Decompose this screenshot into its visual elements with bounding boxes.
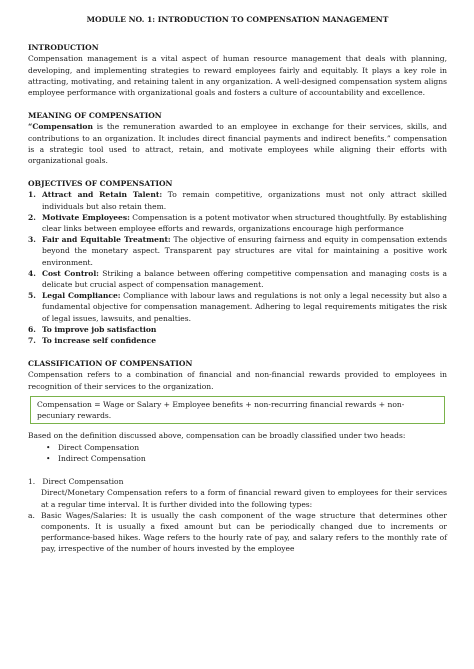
objective-item [28,234,448,268]
sub-list-item [28,510,447,555]
head-label: Direct Compensation [58,442,140,452]
objective-lead: Attract and Retain Talent: [42,190,163,200]
objective-number: 1. [28,190,36,200]
objective-text: Striking a balance between offering competitive compensation and managing costs is a delicate but crucial aspect of compensation management. [42,268,447,290]
list-item [46,442,447,453]
direct-sub-list [28,510,447,555]
objective-lead: Motivate Employees: [42,212,130,222]
list-item [46,453,447,464]
objective-text: Compliance with labour laws and regulations is not only a legal necessity but also a fundamental objective for compensation management. Adhering to legal requirements mitigates the risk of legal issues, lawsuits, and penalties. [42,291,447,323]
objective-number: 2. [28,212,36,222]
objective-lead: Cost Control: [42,268,99,278]
direct-compensation-heading [28,476,447,487]
objectives-heading: OBJECTIVES OF COMPENSATION [28,179,173,189]
direct-number: 1. [28,477,36,487]
compensation-formula-box: Compensation = Wage or Salary + Employee benefits + non-recurring financial rewards + non-pecuniary rewards. [30,396,445,425]
classification-intro: Compensation refers to a combination of financial and non-financial rewards provided to employees in recognition of their services to the organization. [28,370,447,391]
bullet-icon: • [46,453,51,463]
objective-text: The objective of ensuring fairness and equity in compensation extends beyond the monetary aspect. Transparent pay structures are vital for maintaining a positive work environment. [42,235,448,267]
objective-number: 4. [28,268,36,278]
head-label: Indirect Compensation [58,453,146,463]
objective-lead: To improve job satisfaction [42,324,157,334]
introduction-heading: INTRODUCTION [28,43,99,53]
objective-item [28,290,447,324]
objective-text: Compensation is a potent motivator when structured thoughtfully. By establishing clear links between employee efforts and rewards, organizations encourage high performance [42,212,447,234]
introduction-body: Compensation management is a vital aspect of human resource management that deals with planning, developing, and implementing strategies to reward employees fairly and equitably. It plays a key role in attracting, motivating, and retaining talent in any organization. A well-designed compensation system aligns employee performance with organizational goals and fosters a culture of accountability and excellence. [28,54,447,98]
objective-lead: Fair and Equitable Treatment: [42,235,171,245]
objective-lead: Legal Compliance: [42,291,121,301]
direct-body: Direct/Monetary Compensation refers to a form of financial reward given to employees for their services at a regular time interval. It is further divided into the following types: [41,488,447,509]
objective-text: To remain competitive, organizations must not only attract skilled individuals but also retain them. [42,190,447,211]
objective-number: 5. [28,291,36,301]
objective-item [28,324,447,335]
objective-number: 7. [28,336,36,346]
direct-title: Direct Compensation [42,477,124,487]
meaning-text: is the remuneration awarded to an employee in exchange for their services, skills, and contributions to an organization. It includes direct financial payments and indirect benefits.” compensation is a strategic tool used to attract, retain, and motivate employees while aligning their efforts with organizational goals. [28,122,447,166]
meaning-body [28,121,447,166]
objectives-list [28,189,447,346]
objective-item [28,268,447,290]
objective-number: 6. [28,324,36,334]
objective-item [28,212,447,234]
classification-after: Based on the definition discussed above, compensation can be broadly classified under two heads: [28,431,406,441]
page-title: MODULE NO. 1: INTRODUCTION TO COMPENSATION MANAGEMENT [86,15,389,24]
objective-number: 3. [28,235,36,245]
compensation-heads-list [28,442,447,464]
sub-item-text: Basic Wages/Salaries: It is usually the cash component of the wage structure that determines other components. It is usually a fixed amount but can be periodically changed due to increments or performance-based hikes. Wage refers to the hourly rate of pay, and salary refers to the monthly rate of pay, irrespective of the number of hours invested by the employee [41,510,447,554]
bullet-icon: • [46,442,51,452]
objective-item [28,335,447,346]
classification-heading: CLASSIFICATION OF COMPENSATION [28,359,193,369]
objective-item [28,189,447,211]
meaning-heading: MEANING OF COMPENSATION [28,111,162,121]
sub-item-letter: a. [28,510,35,520]
meaning-term: “Compensation [28,122,93,132]
objective-lead: To increase self confidence [42,336,157,346]
